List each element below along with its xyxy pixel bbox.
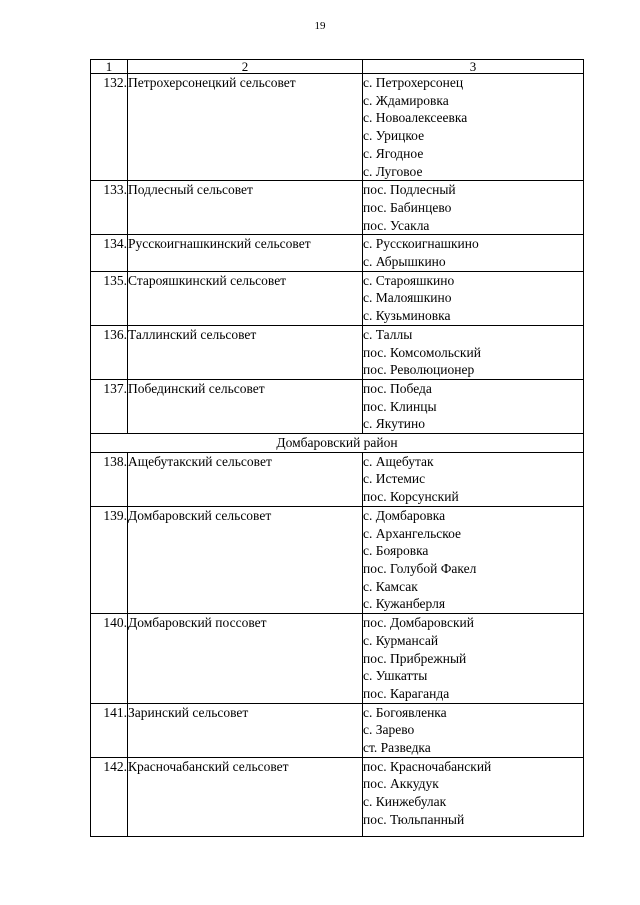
- council-name: Подлесный сельсовет: [128, 181, 363, 235]
- settlement-name: пос. Революционер: [363, 362, 475, 378]
- table-row: [91, 181, 584, 235]
- settlement-name: с. Ащебутак: [363, 453, 434, 469]
- settlement-name: с. Таллы: [363, 326, 413, 342]
- table-row: [91, 757, 584, 836]
- row-number: 134.: [91, 235, 128, 271]
- settlement-name: с. Домбаровка: [363, 507, 446, 523]
- district-header-row: [91, 434, 584, 453]
- row-number: 138.: [91, 452, 128, 506]
- settlements-cell: [363, 235, 584, 271]
- table-row: [91, 379, 584, 433]
- table-row: [91, 452, 584, 506]
- council-name: Домбаровский поссовет: [128, 614, 363, 704]
- council-name: Домбаровский сельсовет: [128, 506, 363, 613]
- settlements-table: [90, 59, 584, 837]
- settlements-cell: [363, 379, 584, 433]
- settlement-name: пос. Караганда: [363, 685, 450, 701]
- settlement-name: с. Петрохерсонец: [363, 75, 464, 90]
- settlement-name: пос. Клинцы: [363, 398, 437, 414]
- council-name: Петрохерсонецкий сельсовет: [128, 74, 363, 181]
- settlement-name: с. Якутино: [363, 416, 425, 432]
- row-number: 136.: [91, 325, 128, 379]
- settlements-cell: [363, 325, 584, 379]
- settlements-cell: [363, 757, 584, 836]
- council-name: Ащебутакский сельсовет: [128, 452, 363, 506]
- council-name: Красночабанский сельсовет: [128, 757, 363, 836]
- row-number: 137.: [91, 379, 128, 433]
- council-name: Заринский сельсовет: [128, 703, 363, 757]
- page-number: 19: [314, 20, 326, 32]
- table-row: [91, 271, 584, 325]
- settlement-name: пос. Голубой Факел: [363, 560, 477, 576]
- district-name: Домбаровский район: [91, 434, 584, 453]
- settlement-name: с. Новоалексеевка: [363, 110, 468, 126]
- settlement-name: ст. Разведка: [363, 740, 431, 756]
- table-body: [91, 60, 584, 837]
- settlement-name: с. Кинжебулак: [363, 794, 447, 810]
- settlements-cell: [363, 506, 584, 613]
- row-number: 135.: [91, 271, 128, 325]
- table-header-row: [91, 60, 584, 74]
- column-header-3: 3: [363, 60, 584, 74]
- settlement-name: с. Курмансай: [363, 632, 439, 648]
- council-name: Побединский сельсовет: [128, 379, 363, 433]
- settlements-cell: [363, 452, 584, 506]
- row-number: 141.: [91, 703, 128, 757]
- council-name: Старояшкинский сельсовет: [128, 271, 363, 325]
- settlement-name: с. Бояровка: [363, 543, 429, 559]
- table-row: [91, 235, 584, 271]
- settlement-name: с. Урицкое: [363, 128, 425, 144]
- settlement-name: с. Камсак: [363, 578, 418, 594]
- settlement-name: с. Истемис: [363, 471, 426, 487]
- settlement-name: с. Кужанберля: [363, 596, 446, 612]
- table-row: [91, 74, 584, 181]
- settlement-name: с. Зарево: [363, 722, 415, 738]
- settlement-name: с. Русскоигнашкино: [363, 236, 479, 252]
- settlement-name: с. Ждамировка: [363, 92, 449, 108]
- settlement-name: пос. Комсомольский: [363, 344, 481, 360]
- row-number: 133.: [91, 181, 128, 235]
- settlement-name: пос. Красночабанский: [363, 758, 492, 774]
- table-row: [91, 506, 584, 613]
- settlement-name: с. Абрышкино: [363, 254, 446, 270]
- table-row: [91, 325, 584, 379]
- settlement-name: пос. Корсунский: [363, 489, 459, 505]
- table-row: [91, 614, 584, 704]
- settlement-name: с. Ягодное: [363, 145, 424, 161]
- row-number: 142.: [91, 757, 128, 836]
- table-row: [91, 703, 584, 757]
- settlement-name: с. Старояшкино: [363, 272, 455, 288]
- council-name: Таллинский сельсовет: [128, 325, 363, 379]
- settlement-name: пос. Победа: [363, 380, 432, 396]
- settlement-name: пос. Бабинцево: [363, 199, 452, 215]
- settlements-cell: [363, 703, 584, 757]
- council-name: Русскоигнашкинский сельсовет: [128, 235, 363, 271]
- settlement-name: с. Кузьминовка: [363, 308, 451, 324]
- settlement-name: пос. Усакла: [363, 217, 430, 233]
- settlement-name: пос. Прибрежный: [363, 650, 467, 666]
- settlement-name: пос. Подлесный: [363, 182, 456, 198]
- row-number: 139.: [91, 506, 128, 613]
- settlement-name: пос. Тюльпанный: [363, 811, 465, 827]
- settlement-name: пос. Аккудук: [363, 776, 439, 792]
- settlement-name: с. Малояшкино: [363, 290, 452, 306]
- settlements-cell: [363, 614, 584, 704]
- column-header-2: 2: [128, 60, 363, 74]
- settlement-name: с. Луговое: [363, 163, 423, 179]
- settlement-name: с. Ушкатты: [363, 668, 428, 684]
- settlement-name: с. Архангельское: [363, 525, 462, 541]
- column-header-1: 1: [91, 60, 128, 74]
- row-number: 140.: [91, 614, 128, 704]
- settlements-cell: [363, 181, 584, 235]
- settlements-cell: [363, 74, 584, 181]
- settlements-cell: [363, 271, 584, 325]
- settlement-name: с. Богоявленка: [363, 704, 447, 720]
- row-number: 132.: [91, 74, 128, 181]
- settlement-name: пос. Домбаровский: [363, 615, 474, 631]
